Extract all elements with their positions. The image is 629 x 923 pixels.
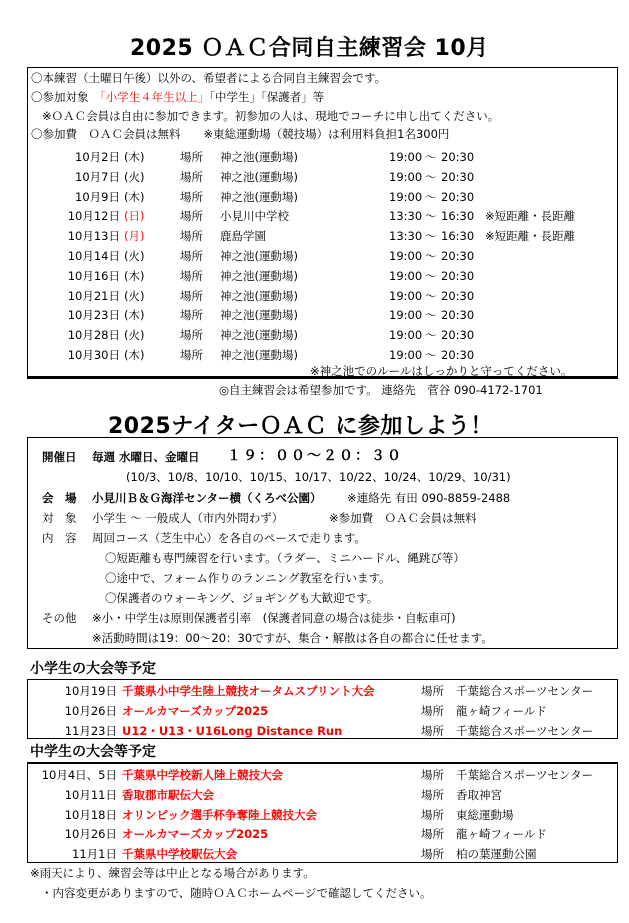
schedule-venue: 神之池(運動場): [220, 169, 298, 184]
place-label: 場所: [180, 288, 203, 303]
place-label: 場所: [421, 807, 444, 822]
practice-title: 2025 ＯＡＣ合同自主練習会 10月: [130, 36, 489, 61]
tilde: ～: [425, 150, 437, 164]
schedule-date: 10月12日: [67, 209, 120, 224]
target-rest: 「中学生」「保護者」等: [209, 90, 325, 104]
schedule-row: [28, 206, 617, 226]
schedule-end: 20:30: [441, 348, 475, 362]
footer-note: ※雨天により、練習会等は中止となる場合があります。: [30, 866, 315, 880]
place-label: 場所: [180, 249, 203, 263]
event-row: [28, 785, 617, 805]
event-place: 龍ヶ崎フィールド: [456, 827, 547, 842]
place-label: 場所: [421, 684, 444, 698]
event-name: 千葉県中学校駅伝大会: [122, 847, 237, 862]
event-name: 香取郡市駅伝大会: [122, 787, 214, 802]
schedule-date: 10月13日: [67, 229, 120, 244]
schedule-row: [28, 246, 617, 266]
event-date: 11月1日: [72, 847, 117, 862]
schedule-date: 10月16日: [67, 268, 120, 283]
intro-target: [31, 87, 324, 107]
event-row: [28, 765, 617, 785]
place-label: 場所: [180, 308, 203, 323]
schedule-end: 16:30: [441, 229, 475, 244]
schedule-weekday: (火): [124, 169, 145, 184]
event-name: オールカマーズカップ2025: [122, 827, 269, 842]
schedule-start: 19:00: [389, 308, 423, 323]
target-label: 対 象: [42, 511, 77, 525]
place-label: 場所: [180, 189, 203, 204]
event-name: オリンピック選手杯争奪陸上競技大会: [122, 807, 318, 822]
schedule-venue: 神之池(運動場): [220, 268, 298, 283]
schedule-row: [28, 325, 617, 345]
schedule-venue: 神之池(運動場): [220, 308, 298, 323]
intro-fee: 〇参加費 ＯＡＣ会員は無料 ※東総運動場（競技場）は利用料負担1名300円: [31, 127, 450, 141]
intro-target-label: 〇参加対象: [31, 90, 100, 104]
schedule-date: 10月21日: [67, 288, 120, 303]
schedule-date: 10月14日: [67, 249, 120, 263]
place-label: 場所: [180, 348, 203, 362]
event-name: オールカマーズカップ2025: [122, 703, 269, 718]
schedule-end: 20:30: [441, 328, 475, 343]
place-label: 場所: [421, 703, 444, 718]
event-place: 龍ヶ崎フィールド: [456, 703, 547, 718]
schedule-weekday: (日): [124, 209, 145, 224]
schedule-weekday: (木): [124, 308, 145, 323]
schedule-row: [28, 147, 617, 167]
other-label: その他: [42, 611, 77, 625]
event-date: 10月26日: [64, 827, 117, 842]
schedule-start: 19:00: [389, 328, 423, 343]
held-time: １９：００～２０：３０: [227, 448, 403, 464]
event-name: U12・U13・U16Long Distance Run: [122, 723, 343, 738]
event-row: [28, 721, 617, 741]
place-label: 場所: [421, 847, 444, 862]
schedule-date: 10月9日: [75, 189, 120, 204]
tilde: ～: [425, 348, 437, 362]
schedule-start: 19:00: [389, 268, 423, 283]
place-label: 場所: [180, 169, 203, 184]
event-date: 10月26日: [64, 703, 117, 718]
schedule-start: 19:00: [389, 189, 423, 204]
tilde: ～: [425, 308, 437, 323]
venue-label: 会 場: [42, 491, 77, 505]
footer-note: ・内容変更がありますので、随時ＯＡＣホームページで確認してください。: [41, 886, 432, 900]
schedule-venue: 神之池(運動場): [220, 189, 298, 204]
other-item: ※活動時間は19：00～20：30ですが、集合・解散は各自の都合に任せます。: [92, 631, 493, 645]
place-label: 場所: [421, 827, 444, 842]
tilde: ～: [425, 249, 437, 263]
schedule-weekday: (木): [124, 348, 145, 362]
schedule-venue: 神之池(運動場): [220, 249, 298, 263]
place-label: 場所: [421, 723, 444, 738]
schedule-weekday: (火): [124, 328, 145, 343]
schedule-start: 19:00: [389, 169, 423, 184]
schedule-end: 20:30: [441, 169, 475, 184]
schedule-start: 13:30: [389, 229, 423, 244]
schedule-row: [28, 266, 617, 286]
rule-note: ※神之池でのルールはしっかりと守ってください。: [310, 364, 573, 378]
intro-line: 〇本練習（土曜日午後）以外の、希望者による合同自主練習会です。: [31, 71, 387, 85]
schedule-end: 20:30: [441, 249, 475, 263]
event-row: [28, 805, 617, 825]
schedule-weekday: (木): [124, 150, 145, 164]
schedule-start: 13:30: [389, 209, 423, 224]
schedule-weekday: (火): [124, 249, 145, 263]
schedule-venue: 鹿島学園: [220, 229, 266, 244]
schedule-end: 20:30: [441, 288, 475, 303]
practice-box: [27, 67, 618, 379]
nighter-title: 2025ナイターＯＡＣ に参加しよう！: [108, 414, 493, 439]
venue-value: 小見川Ｂ＆Ｇ海洋センター横（くろべ公園）: [92, 491, 322, 505]
event-place: 香取神宮: [456, 787, 502, 802]
target-value: 小学生 ～ 一般成人（市内外問わず）: [92, 511, 284, 525]
schedule-note: ※短距離・長距離: [485, 209, 576, 224]
content-item: 〇途中で、フォーム作りのランニング教室を行います。: [105, 571, 391, 585]
event-date: 10月19日: [64, 684, 117, 698]
event-date: 10月11日: [64, 787, 117, 802]
schedule-end: 20:30: [441, 150, 475, 164]
schedule-row: [28, 187, 617, 207]
event-date: 10月18日: [64, 807, 117, 822]
event-place: 千葉総合スポーツセンター: [456, 684, 594, 698]
schedule-end: 16:30: [441, 209, 475, 224]
held-label: 開催日: [42, 450, 77, 464]
intro-line: ※ＯＡＣ会員は自由に参加できます。初参加の人は、現地でコーチに申し出てください。: [42, 109, 500, 123]
place-label: 場所: [421, 768, 444, 782]
schedule-start: 19:00: [389, 288, 423, 303]
schedule-venue: 神之池(運動場): [220, 288, 298, 303]
content-item: 〇短距離も専門練習を行います。（ラダー、ミニハードル、縄跳び等）: [105, 551, 465, 565]
event-name: 千葉県中学校新人陸上競技大会: [122, 768, 283, 782]
contact-note: ◎自主練習会は希望参加です。 連絡先 菅谷 090-4172-1701: [219, 383, 543, 397]
place-label: 場所: [180, 268, 203, 283]
schedule-weekday: (木): [124, 268, 145, 283]
held-value: 毎週 水曜日、金曜日: [92, 450, 200, 464]
event-name: 千葉県小中学生陸上競技オータムスプリント大会: [122, 684, 375, 698]
content-label: 内 容: [42, 531, 77, 545]
event-place: 柏の葉運動公園: [456, 847, 537, 862]
place-label: 場所: [421, 787, 444, 802]
schedule-row: [28, 286, 617, 306]
schedule-end: 20:30: [441, 308, 475, 323]
schedule-date: 10月28日: [67, 328, 120, 343]
schedule-venue: 神之池(運動場): [220, 328, 298, 343]
schedule-venue: 神之池(運動場): [220, 150, 298, 164]
event-place: 千葉総合スポーツセンター: [456, 723, 594, 738]
content-value: 周回コース（芝生中心）を各自のペースで走ります。: [92, 531, 366, 545]
schedule-end: 20:30: [441, 268, 475, 283]
place-label: 場所: [180, 229, 203, 244]
junior-heading: 中学生の大会等予定: [30, 744, 156, 760]
place-label: 場所: [180, 209, 203, 224]
content-item: 〇保護者のウォーキング、ジョギングも大歓迎です。: [105, 591, 379, 605]
venue-contact: ※連絡先 有田 090-8859-2488: [347, 491, 511, 505]
schedule-note: ※短距離・長距離: [485, 229, 576, 244]
tilde: ～: [425, 209, 437, 224]
schedule-start: 19:00: [389, 150, 423, 164]
other-item: ※小・中学生は原則保護者引率 (保護者同意の場合は徒歩・自転車可): [92, 611, 456, 625]
tilde: ～: [425, 229, 437, 244]
schedule-start: 19:00: [389, 249, 423, 263]
event-row: [28, 844, 617, 864]
schedule-end: 20:30: [441, 189, 475, 204]
elementary-heading: 小学生の大会等予定: [30, 661, 156, 677]
schedule-row: [28, 226, 617, 246]
event-row: [28, 681, 617, 701]
schedule-venue: 神之池(運動場): [220, 348, 298, 362]
schedule-date: 10月7日: [75, 169, 120, 184]
event-date: 11月23日: [64, 723, 117, 738]
event-place: 千葉総合スポーツセンター: [456, 768, 594, 782]
schedule-weekday: (月): [124, 229, 145, 244]
tilde: ～: [425, 268, 437, 283]
target-highlight: 「小学生４年生以上」: [100, 90, 210, 104]
nighter-box: [27, 437, 618, 649]
schedule-weekday: (火): [124, 288, 145, 303]
place-label: 場所: [180, 328, 203, 343]
schedule-weekday: (木): [124, 189, 145, 204]
tilde: ～: [425, 169, 437, 184]
event-place: 東総運動場: [456, 807, 514, 822]
schedule-date: 10月23日: [67, 308, 120, 323]
schedule-date: 10月30日: [67, 348, 120, 362]
schedule-date: 10月2日: [75, 150, 120, 164]
tilde: ～: [425, 328, 437, 343]
place-label: 場所: [180, 150, 203, 164]
event-date: 10月4日、5日: [41, 768, 117, 782]
fee-note: ※参加費 ＯＡＣ会員は無料: [329, 511, 477, 525]
tilde: ～: [425, 189, 437, 204]
tilde: ～: [425, 288, 437, 303]
junior-box: [27, 762, 618, 863]
held-dates: (10/3、10/8、10/10、10/15、10/17、10/22、10/24、10/29、10/31): [126, 470, 511, 484]
event-row: [28, 701, 617, 721]
elementary-box: [27, 679, 618, 739]
schedule-venue: 小見川中学校: [220, 209, 289, 224]
schedule-row: [28, 305, 617, 325]
schedule-start: 19:00: [389, 348, 423, 362]
schedule-row: [28, 167, 617, 187]
event-row: [28, 824, 617, 844]
